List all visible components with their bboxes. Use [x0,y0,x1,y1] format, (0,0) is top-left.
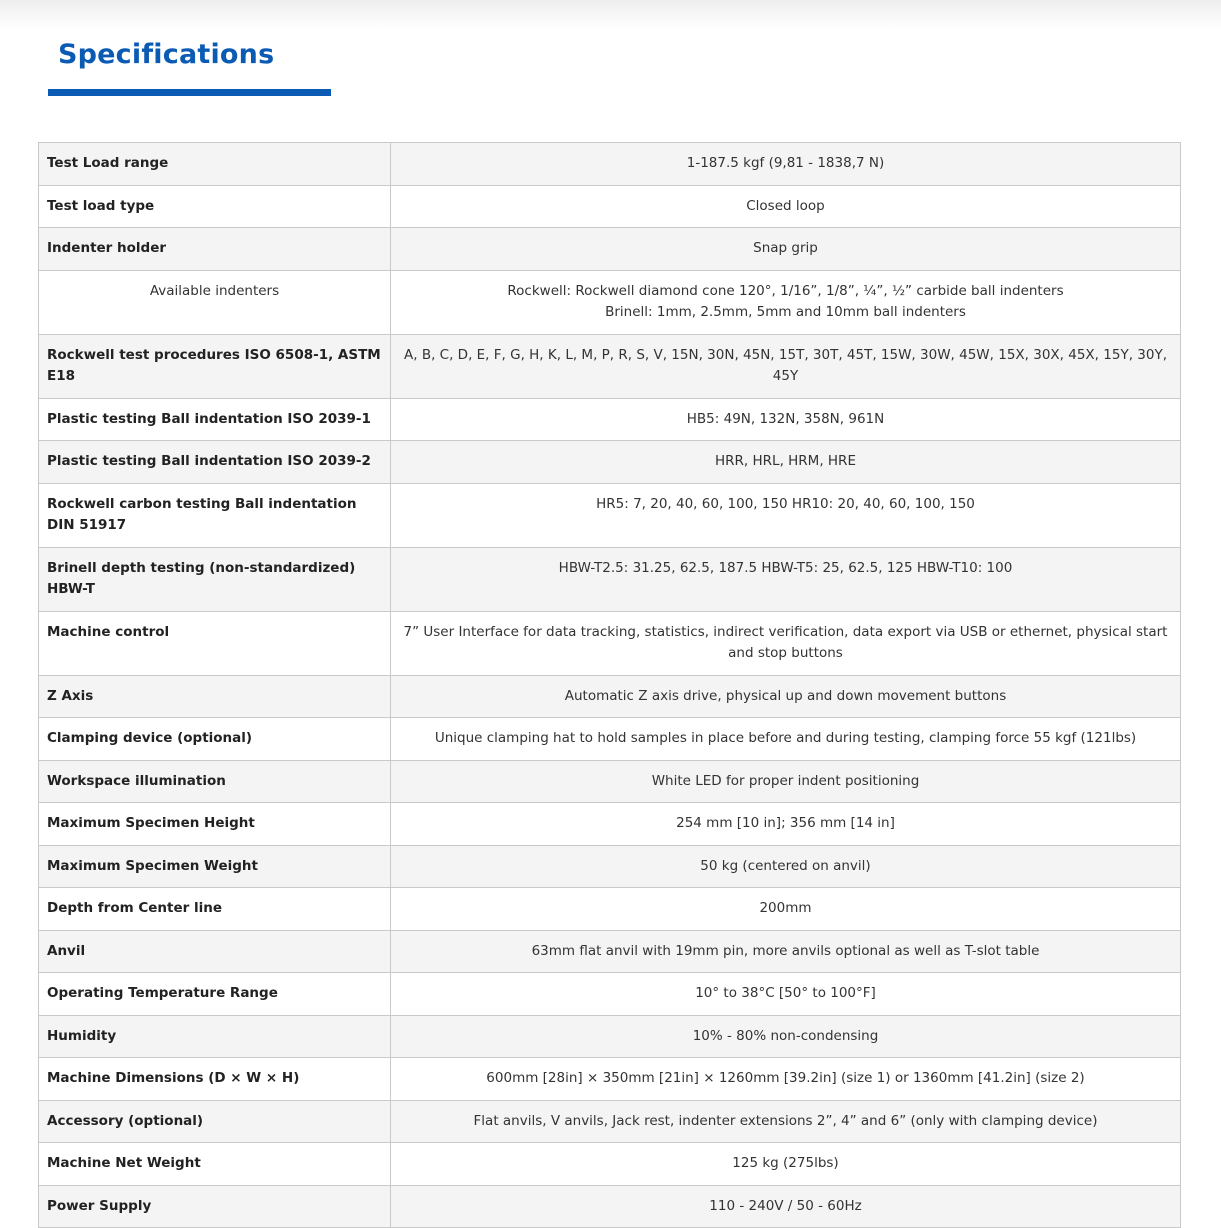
spec-row [39,1100,1181,1143]
spec-row [39,973,1181,1016]
spec-row [39,334,1181,398]
spec-row [39,718,1181,761]
spec-label: Maximum Specimen Height [39,803,391,846]
spec-value [391,1100,1181,1143]
spec-label: Test Load range [39,143,391,186]
spec-label: Plastic testing Ball indentation ISO 2039-1 [39,398,391,441]
spec-value [391,185,1181,228]
spec-value-line: HBW-T2.5: 31.25, 62.5, 187.5 HBW-T5: 25, 62.5, 125 HBW-T10: 100 [558,559,1013,576]
specifications-table [38,142,1181,1228]
spec-label: Accessory (optional) [39,1100,391,1143]
spec-label: Rockwell carbon testing Ball indentation DIN 51917 [39,483,391,547]
spec-value [391,228,1181,271]
spec-value-line: 50 kg (centered on anvil) [700,857,871,874]
spec-value [391,888,1181,931]
spec-label: Depth from Center line [39,888,391,931]
spec-value [391,845,1181,888]
page-top-shadow [0,0,1221,30]
spec-label: Maximum Specimen Weight [39,845,391,888]
spec-value [391,803,1181,846]
spec-label: Available indenters [39,270,391,334]
spec-value-line: 254 mm [10 in]; 356 mm [14 in] [676,815,895,831]
spec-row [39,611,1181,675]
spec-value-line: 600mm [28in] × 350mm [21in] × 1260mm [39.2in] (size 1) or 1360mm [41.2in] (size 2) [486,1070,1085,1086]
spec-label: Test load type [39,185,391,228]
spec-value [391,483,1181,547]
spec-row [39,845,1181,888]
spec-value-line: 7” User Interface for data tracking, statistics, indirect verification, data export via USB or ethernet, physical start and stop buttons [403,623,1168,661]
spec-row [39,483,1181,547]
spec-row [39,228,1181,271]
spec-value-line: Unique clamping hat to hold samples in place before and during testing, clamping force 55 kgf (121lbs) [434,730,1137,746]
spec-label: Z Axis [39,675,391,718]
spec-label: Brinell depth testing (non-standardized) HBW-T [39,547,391,611]
spec-value [391,547,1181,611]
spec-value [391,611,1181,675]
spec-row [39,185,1181,228]
spec-row [39,1185,1181,1228]
spec-row [39,760,1181,803]
spec-label: Machine Net Weight [39,1143,391,1186]
specifications-table-body [39,143,1181,1228]
spec-value-line: 200mm [759,900,812,916]
spec-row [39,1015,1181,1058]
spec-label: Power Supply [39,1185,391,1228]
spec-row [39,441,1181,484]
spec-value [391,1143,1181,1186]
spec-value-line: Snap grip [753,240,818,256]
spec-value-line: 63mm flat anvil with 19mm pin, more anvils optional as well as T-slot table [531,942,1040,959]
spec-label: Rockwell test procedures ISO 6508-1, ASTM E18 [39,334,391,398]
spec-value [391,675,1181,718]
spec-value-line: HR5: 7, 20, 40, 60, 100, 150 HR10: 20, 40, 60, 100, 150 [596,495,975,512]
spec-value-line: A, B, C, D, E, F, G, H, K, L, M, P, R, S, V, 15N, 30N, 45N, 15T, 30T, 45T, 15W, 30W, 45W, 15X, 30X, 45X, 15Y, 30Y, 45Y [404,346,1167,384]
page-title: Specifications [58,39,275,70]
spec-value [391,143,1181,186]
spec-value [391,1015,1181,1058]
spec-row [39,143,1181,186]
spec-row [39,888,1181,931]
spec-label: Clamping device (optional) [39,718,391,761]
spec-value-line: Automatic Z axis drive, physical up and down movement buttons [564,687,1007,704]
spec-value-line: Rockwell: Rockwell diamond cone 120°, 1/16”, 1/8”, ¼”, ½” carbide ball indenters [507,282,1064,299]
spec-row [39,675,1181,718]
spec-row [39,398,1181,441]
spec-value-line: 110 - 240V / 50 - 60Hz [709,1197,862,1214]
spec-value-line: 1-187.5 kgf (9,81 - 1838,7 N) [686,155,885,171]
spec-value-line: Flat anvils, V anvils, Jack rest, indenter extensions 2”, 4” and 6” (only with clamping device) [473,1112,1098,1129]
spec-value-line: Brinell: 1mm, 2.5mm, 5mm and 10mm ball indenters [605,304,966,320]
spec-value-line: Closed loop [746,197,825,214]
spec-label: Plastic testing Ball indentation ISO 2039-2 [39,441,391,484]
spec-value [391,760,1181,803]
spec-value [391,270,1181,334]
spec-label: Humidity [39,1015,391,1058]
spec-value [391,398,1181,441]
spec-label: Indenter holder [39,228,391,271]
spec-row [39,1143,1181,1186]
spec-row [39,547,1181,611]
spec-value-line: White LED for proper indent positioning [651,772,920,789]
spec-label: Machine control [39,611,391,675]
spec-label: Workspace illumination [39,760,391,803]
spec-value [391,718,1181,761]
spec-value [391,1185,1181,1228]
spec-value-line: 125 kg (275lbs) [732,1155,839,1171]
spec-row [39,1058,1181,1101]
spec-label: Anvil [39,930,391,973]
spec-value [391,441,1181,484]
spec-label: Operating Temperature Range [39,973,391,1016]
spec-value [391,930,1181,973]
spec-value-line: HB5: 49N, 132N, 358N, 961N [686,410,885,427]
spec-row [39,803,1181,846]
spec-value-line: HRR, HRL, HRM, HRE [715,453,856,469]
spec-row [39,270,1181,334]
spec-value [391,1058,1181,1101]
spec-label: Machine Dimensions (D × W × H) [39,1058,391,1101]
spec-value-line: 10° to 38°C [50° to 100°F] [695,985,876,1001]
spec-value [391,973,1181,1016]
spec-value-line: 10% - 80% non-condensing [692,1027,879,1044]
title-underline [48,89,331,96]
spec-value [391,334,1181,398]
spec-row [39,930,1181,973]
